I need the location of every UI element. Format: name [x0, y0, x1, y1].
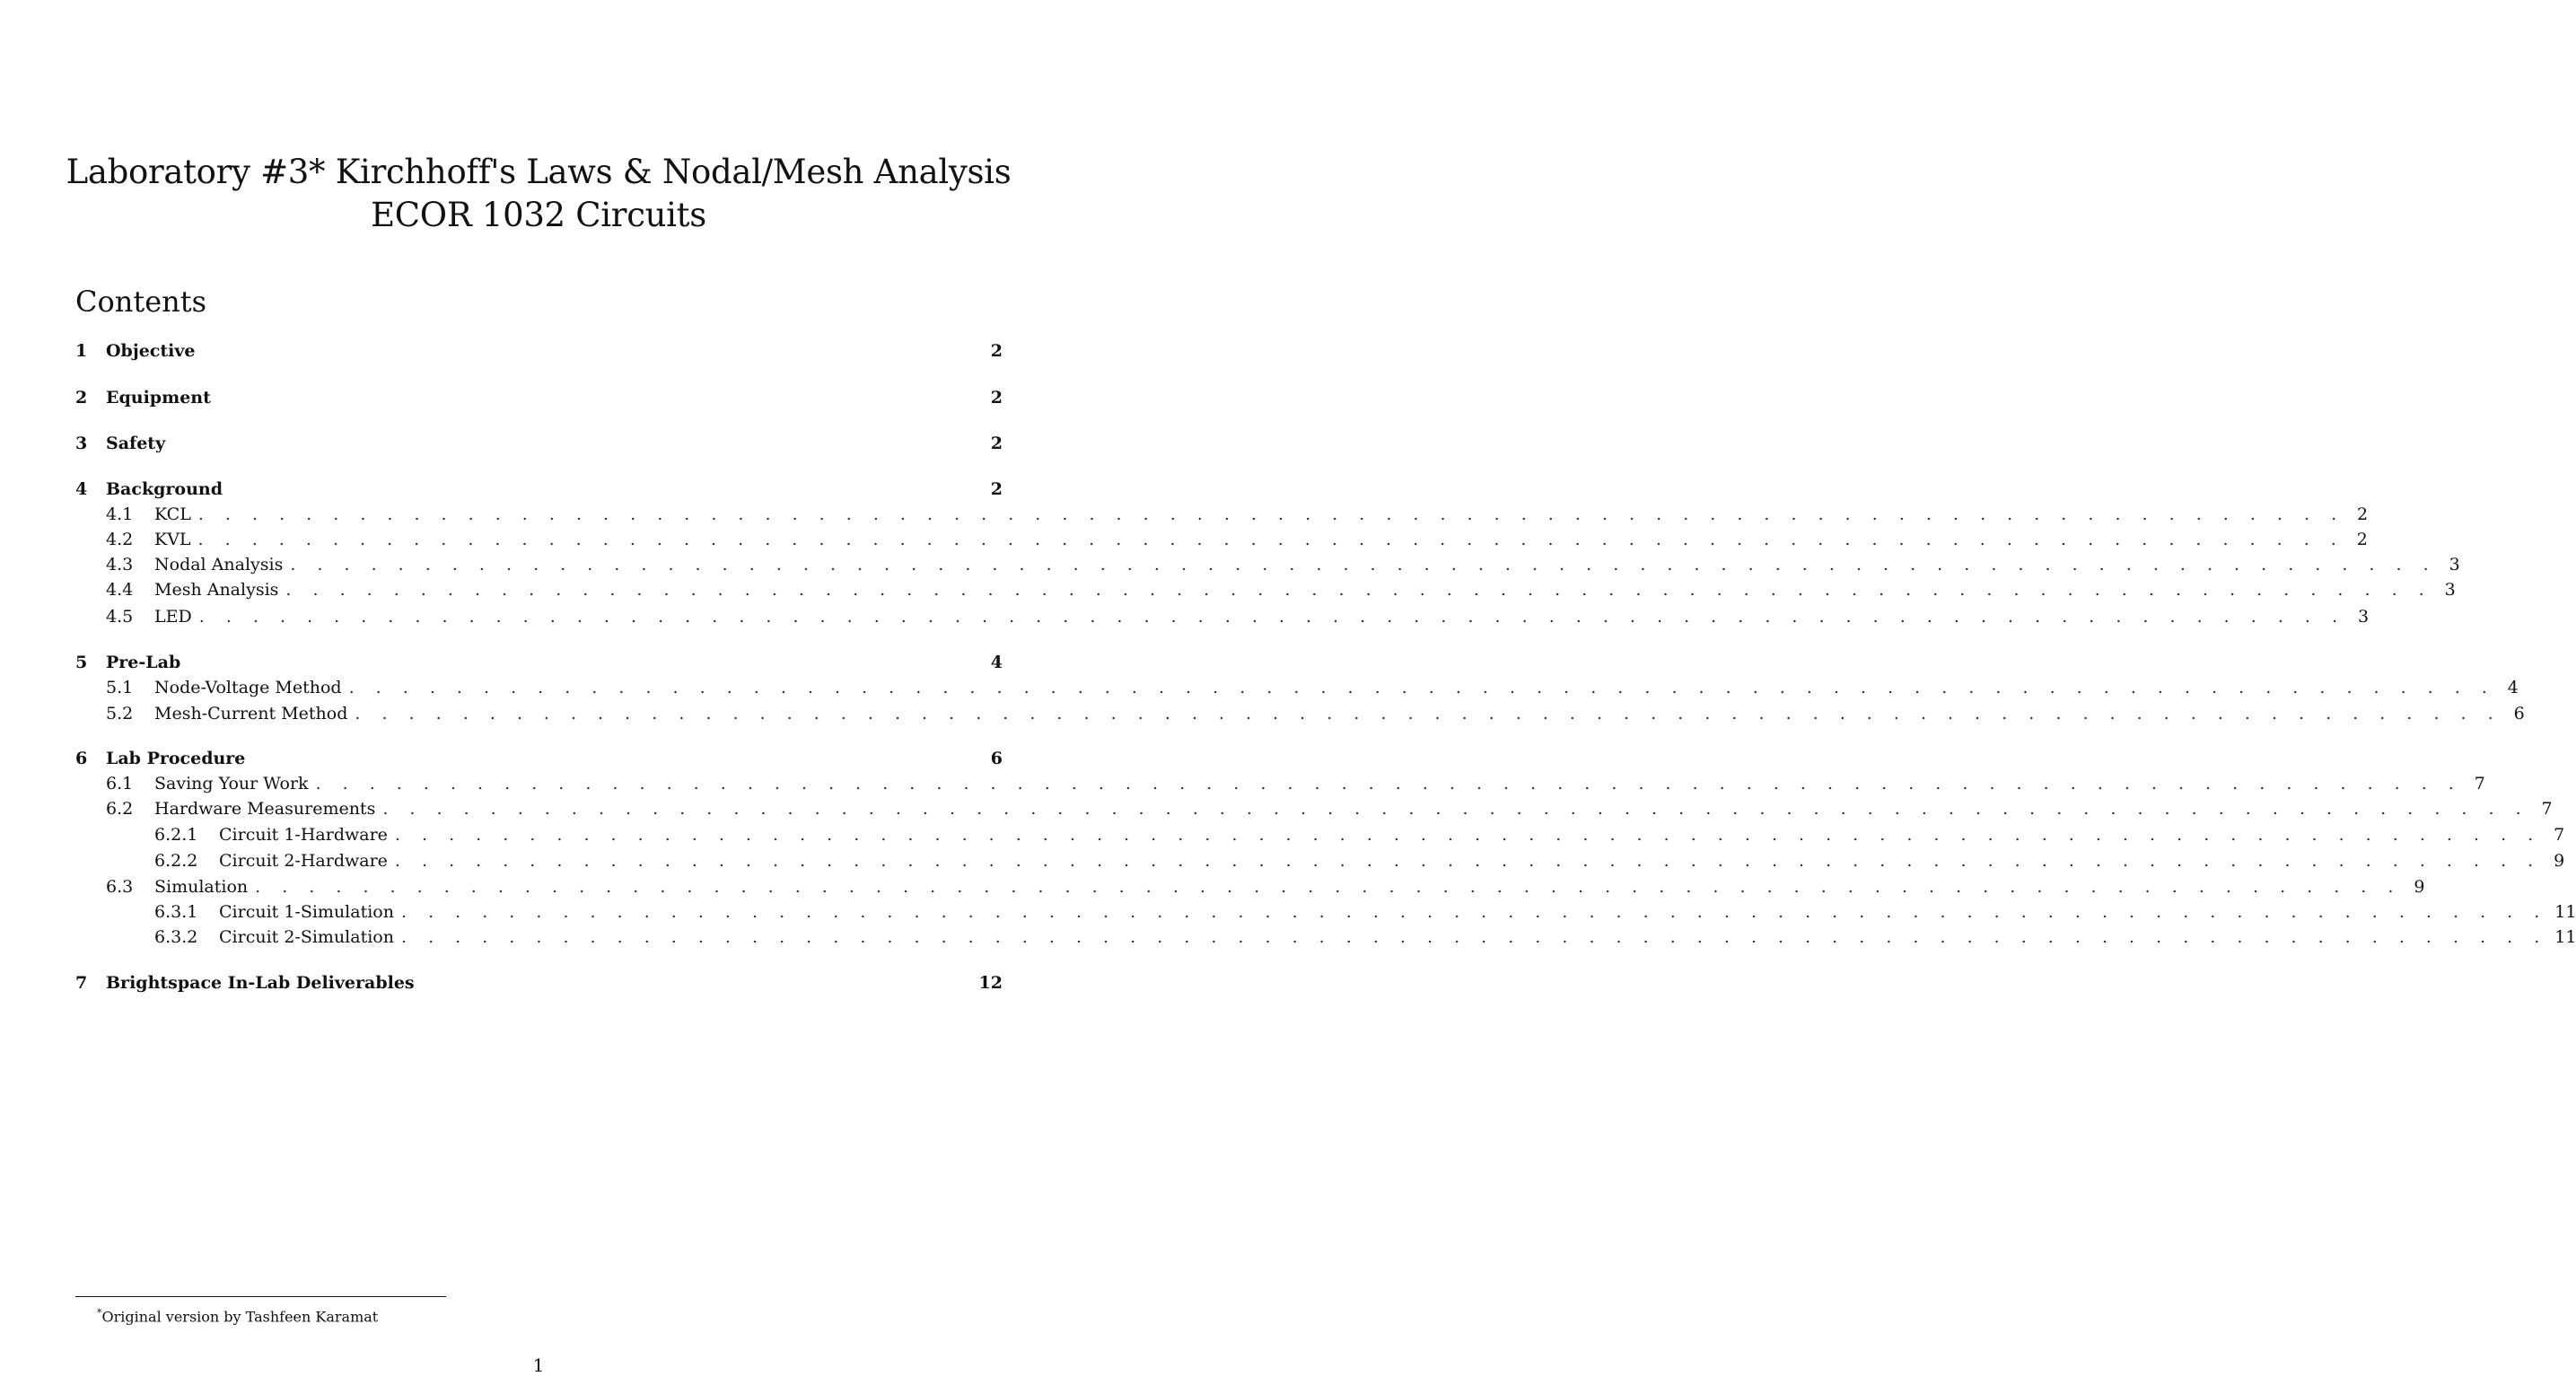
toc-leader-dots: . . . . . . . . . . . . . . . . . . . . . . . . . . . . . . . . . . . . . . . . . . . . . . . . . . . . . . . . . . . . . . . . . . . . . . . . . . . . . . . . [290, 555, 2437, 574]
toc-label: Background [106, 479, 223, 499]
toc-number: 5.1 [106, 678, 134, 697]
toc-label: Safety [106, 434, 166, 453]
toc-leader-dots: . . . . . . . . . . . . . . . . . . . . . . . . . . . . . . . . . . . . . . . . . . . . . . . . . . . . . . . . . . . . . . . . . . . . . . . . . . . . . . . . [400, 902, 2548, 922]
toc-page: 6 [2513, 704, 2525, 723]
toc-label: Circuit 1-Hardware [219, 825, 388, 845]
toc-number: 4.2 [106, 530, 134, 549]
toc-section-pre-lab[interactable] [75, 650, 1003, 675]
toc-label: KCL [154, 504, 191, 524]
toc-number: 4.1 [106, 504, 134, 524]
toc-label: Pre-Lab [106, 653, 181, 672]
contents-heading: Contents [75, 285, 207, 319]
toc-section-equipment[interactable] [75, 385, 1003, 410]
toc-leader-dots: . . . . . . . . . . . . . . . . . . . . . . . . . . . . . . . . . . . . . . . . . . . . . . . . . . . . . . . . . . . . . . . . . . . . . . . . . . . . . . . . [315, 774, 2462, 793]
toc-label: Node-Voltage Method [154, 678, 342, 697]
toc-subsubsection-circuit-2-simulation[interactable] [75, 925, 2576, 950]
toc-page: 3 [2449, 555, 2460, 574]
toc-page: 3 [2357, 607, 2370, 627]
toc-number: 2 [75, 388, 88, 408]
toc-subsection-mesh-current-method[interactable] [75, 701, 2525, 726]
toc-leader-dots: . . . . . . . . . . . . . . . . . . . . . . . . . . . . . . . . . . . . . . . . . . . . . . . . . . . . . . . . . . . . . . . . . . . . . . . . . . . . . . . . [355, 704, 2502, 723]
toc-number: 7 [75, 973, 88, 993]
toc-number: 6.3.2 [154, 927, 198, 947]
toc-label: Hardware Measurements [154, 799, 376, 819]
toc-page: 6 [990, 749, 1003, 768]
footnote-text: Original version by Tashfeen Karamat [101, 1308, 379, 1326]
toc-label: KVL [154, 530, 191, 549]
toc-leader-dots: . . . . . . . . . . . . . . . . . . . . . . . . . . . . . . . . . . . . . . . . . . . . . . . . . . . . . . . . . . . . . . . . . . . . . . . . . . . . . . . . [394, 851, 2542, 871]
page-number: 1 [532, 1355, 545, 1376]
toc-page: 2 [990, 479, 1003, 499]
toc-page: 7 [2541, 799, 2553, 819]
toc-leader-dots: . . . . . . . . . . . . . . . . . . . . . . . . . . . . . . . . . . . . . . . . . . . . . . . . . . . . . . . . . . . . . . . . . . . . . . . . . . . . . . . . [394, 825, 2542, 845]
toc-subsection-simulation[interactable] [75, 874, 2425, 899]
toc-page: 3 [2444, 580, 2456, 600]
toc-label: Circuit 1-Simulation [219, 902, 394, 922]
toc-page: 4 [990, 653, 1003, 672]
title-line-1: Laboratory #3* Kirchhoff's Laws & Nodal/Mesh Analysis [66, 153, 1012, 191]
toc-subsection-saving-your-work[interactable] [75, 771, 2485, 796]
toc-subsubsection-circuit-2-hardware[interactable] [75, 848, 2565, 873]
toc-subsubsection-circuit-1-simulation[interactable] [75, 899, 2576, 925]
toc-number: 4 [75, 479, 88, 499]
toc-label: Objective [106, 341, 196, 361]
toc-number: 6 [75, 749, 88, 768]
toc-label: LED [154, 607, 192, 627]
toc-leader-dots: . . . . . . . . . . . . . . . . . . . . . . . . . . . . . . . . . . . . . . . . . . . . . . . . . . . . . . . . . . . . . . . . . . . . . . . . . . . . . . . . [285, 580, 2432, 600]
toc-label: Equipment [106, 388, 211, 408]
toc-label: Nodal Analysis [154, 555, 284, 574]
toc-page: 9 [2554, 851, 2565, 871]
title-line-2: ECOR 1032 Circuits [371, 196, 706, 234]
toc-number: 4.5 [106, 607, 134, 627]
toc-label: Mesh-Current Method [154, 704, 348, 723]
toc-leader-dots: . . . . . . . . . . . . . . . . . . . . . . . . . . . . . . . . . . . . . . . . . . . . . . . . . . . . . . . . . . . . . . . . . . . . . . . . . . . . . . . . [197, 530, 2344, 549]
toc-subsection-led[interactable] [75, 604, 2370, 629]
footnote-divider [75, 1296, 446, 1297]
toc-number: 3 [75, 434, 88, 453]
toc-page: 2 [990, 341, 1003, 361]
toc-number: 6.3 [106, 877, 134, 897]
toc-page: 2 [990, 388, 1003, 408]
toc-label: Simulation [154, 877, 249, 897]
toc-number: 1 [75, 341, 88, 361]
toc-subsection-nodal-analysis[interactable] [75, 552, 2460, 577]
toc-leader-dots: . . . . . . . . . . . . . . . . . . . . . . . . . . . . . . . . . . . . . . . . . . . . . . . . . . . . . . . . . . . . . . . . . . . . . . . . . . . . . . . . [255, 877, 2402, 897]
toc-page: 4 [2507, 678, 2519, 697]
toc-label: Lab Procedure [106, 749, 246, 768]
toc-subsection-kcl[interactable] [75, 502, 2369, 527]
toc-page: 2 [2357, 504, 2369, 524]
toc-page: 9 [2414, 877, 2425, 897]
toc-number: 6.3.1 [154, 902, 198, 922]
toc-number: 6.2.1 [154, 825, 198, 845]
toc-page: 7 [2474, 774, 2485, 793]
toc-number: 4.4 [106, 580, 134, 600]
toc-page: 7 [2554, 825, 2565, 845]
toc-page: 12 [978, 973, 1003, 993]
toc-page: 11 [2554, 927, 2576, 947]
toc-page: 2 [2356, 530, 2368, 549]
toc-number: 6.2 [106, 799, 134, 819]
toc-leader-dots: . . . . . . . . . . . . . . . . . . . . . . . . . . . . . . . . . . . . . . . . . . . . . . . . . . . . . . . . . . . . . . . . . . . . . . . . . . . . . . . . [198, 607, 2346, 627]
document-title [0, 151, 1077, 237]
toc-page: 11 [2554, 902, 2576, 922]
footnote [97, 1303, 378, 1327]
toc-label: Saving Your Work [154, 774, 309, 793]
toc-subsection-hardware-measurements[interactable] [75, 796, 2553, 821]
toc-subsubsection-circuit-1-hardware[interactable] [75, 822, 2565, 847]
toc-section-safety[interactable] [75, 431, 1003, 456]
toc-section-lab-procedure[interactable] [75, 746, 1003, 771]
toc-page: 2 [990, 434, 1003, 453]
toc-number: 5 [75, 653, 88, 672]
toc-leader-dots: . . . . . . . . . . . . . . . . . . . . . . . . . . . . . . . . . . . . . . . . . . . . . . . . . . . . . . . . . . . . . . . . . . . . . . . . . . . . . . . . [382, 799, 2529, 819]
toc-leader-dots: . . . . . . . . . . . . . . . . . . . . . . . . . . . . . . . . . . . . . . . . . . . . . . . . . . . . . . . . . . . . . . . . . . . . . . . . . . . . . . . . [197, 504, 2345, 524]
footnote-mark: * [97, 1307, 102, 1319]
toc-label: Circuit 2-Simulation [219, 927, 394, 947]
toc-leader-dots: . . . . . . . . . . . . . . . . . . . . . . . . . . . . . . . . . . . . . . . . . . . . . . . . . . . . . . . . . . . . . . . . . . . . . . . . . . . . . . . . [400, 927, 2548, 947]
toc-leader-dots: . . . . . . . . . . . . . . . . . . . . . . . . . . . . . . . . . . . . . . . . . . . . . . . . . . . . . . . . . . . . . . . . . . . . . . . . . . . . . . . . [348, 678, 2495, 697]
toc-section-brightspace-deliverables[interactable] [75, 970, 1003, 995]
toc-section-background[interactable] [75, 477, 1003, 502]
toc-label: Mesh Analysis [154, 580, 279, 600]
toc-number: 4.3 [106, 555, 134, 574]
toc-label: Brightspace In-Lab Deliverables [106, 973, 415, 993]
toc-label: Circuit 2-Hardware [219, 851, 388, 871]
toc-number: 6.2.2 [154, 851, 198, 871]
toc-subsection-node-voltage-method[interactable] [75, 675, 2519, 700]
toc-number: 5.2 [106, 704, 134, 723]
toc-section-objective[interactable] [75, 338, 1003, 364]
toc-subsection-mesh-analysis[interactable] [75, 577, 2456, 602]
toc-number: 6.1 [106, 774, 134, 793]
toc-subsection-kvl[interactable] [75, 527, 2368, 552]
